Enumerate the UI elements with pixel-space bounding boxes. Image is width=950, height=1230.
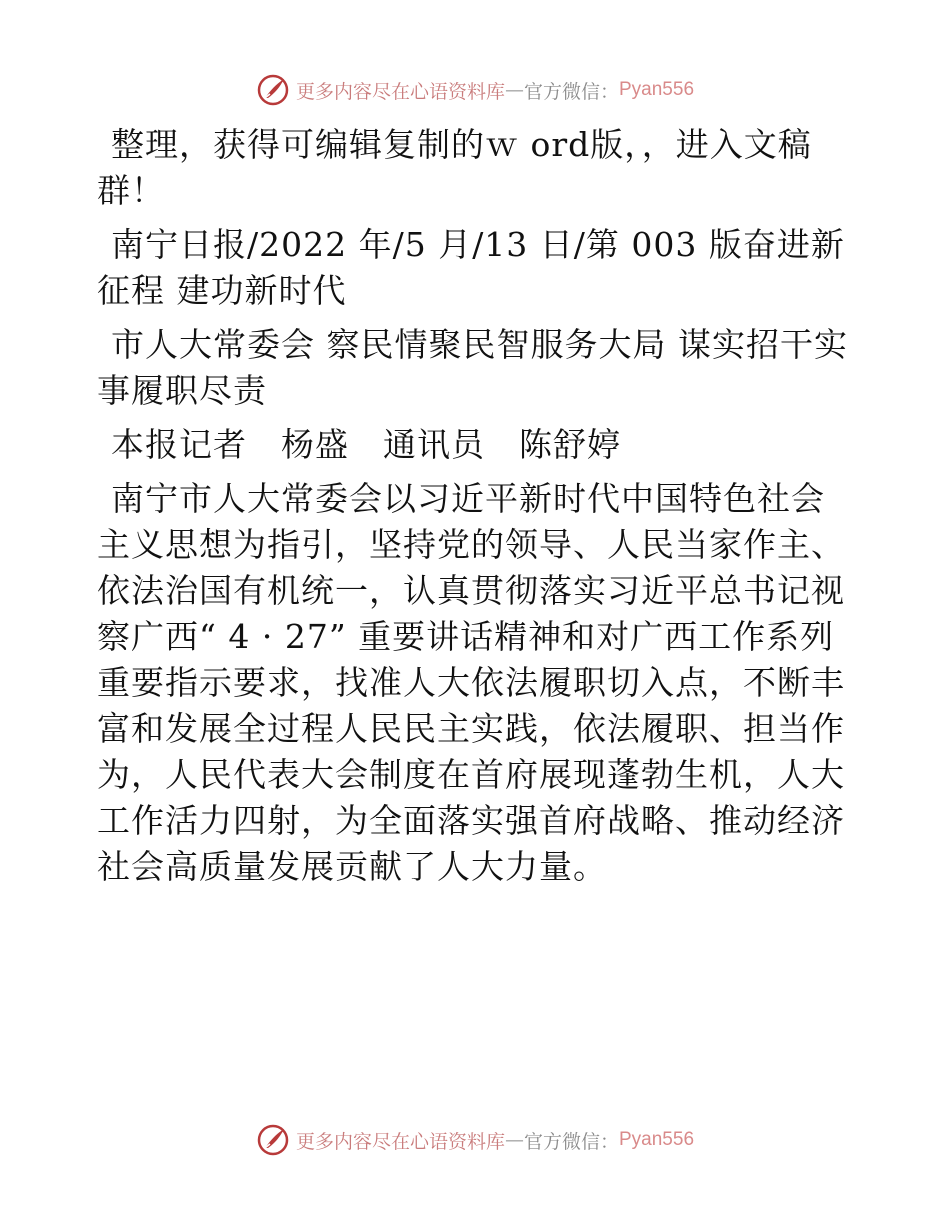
header-watermark bbox=[0, 72, 950, 108]
quill-logo-icon bbox=[256, 73, 290, 107]
byline: 本报记者 杨盛 通讯员 陈舒婷 bbox=[111, 425, 621, 464]
article-headline: 市人大常委会 察民情聚民智服务大局 谋实招干实事履职尽责 bbox=[97, 325, 848, 410]
watermark-wechat-id: Pyan556 bbox=[619, 1129, 695, 1150]
watermark-separator: — bbox=[504, 1129, 524, 1151]
watermark-sub-text: 官方微信： bbox=[523, 1130, 619, 1153]
document-body bbox=[97, 122, 857, 898]
watermark-sub-text: 官方微信： bbox=[523, 80, 619, 103]
body-paragraph: 南宁市人大常委会以习近平新时代中国特色社会主义思想为指引，坚持党的领导、人民当家作主、依法治国有机统一，认真贯彻落实习近平总书记视察广西“ 4 · 27” 重要讲话精神和对广西工作系列重要指示要求，找准人大依法履职切入点，不断丰富和发展全过程人民民主实践，依法履职、担当作为，人民代表大会制度在首府展现蓬勃生机，人大工作活力四射，为全面落实强首府战略、推动经济社会高质量发展贡献了人大力量。 bbox=[97, 479, 845, 886]
watermark-wechat-id: Pyan556 bbox=[619, 79, 695, 100]
source-line: 南宁日报/2022 年/5 月/13 日/第 003 版奋进新征程 建功新时代 bbox=[97, 225, 845, 310]
intro-paragraph: 整理，获得可编辑复制的ｗ ord版，，进入文稿群！ bbox=[97, 125, 812, 210]
watermark-separator: — bbox=[504, 79, 524, 101]
footer-watermark bbox=[0, 1122, 950, 1158]
quill-logo-icon bbox=[256, 1123, 290, 1157]
watermark-main-text: 更多内容尽在心语资料库 bbox=[295, 80, 505, 103]
watermark-main-text: 更多内容尽在心语资料库 bbox=[295, 1130, 505, 1153]
